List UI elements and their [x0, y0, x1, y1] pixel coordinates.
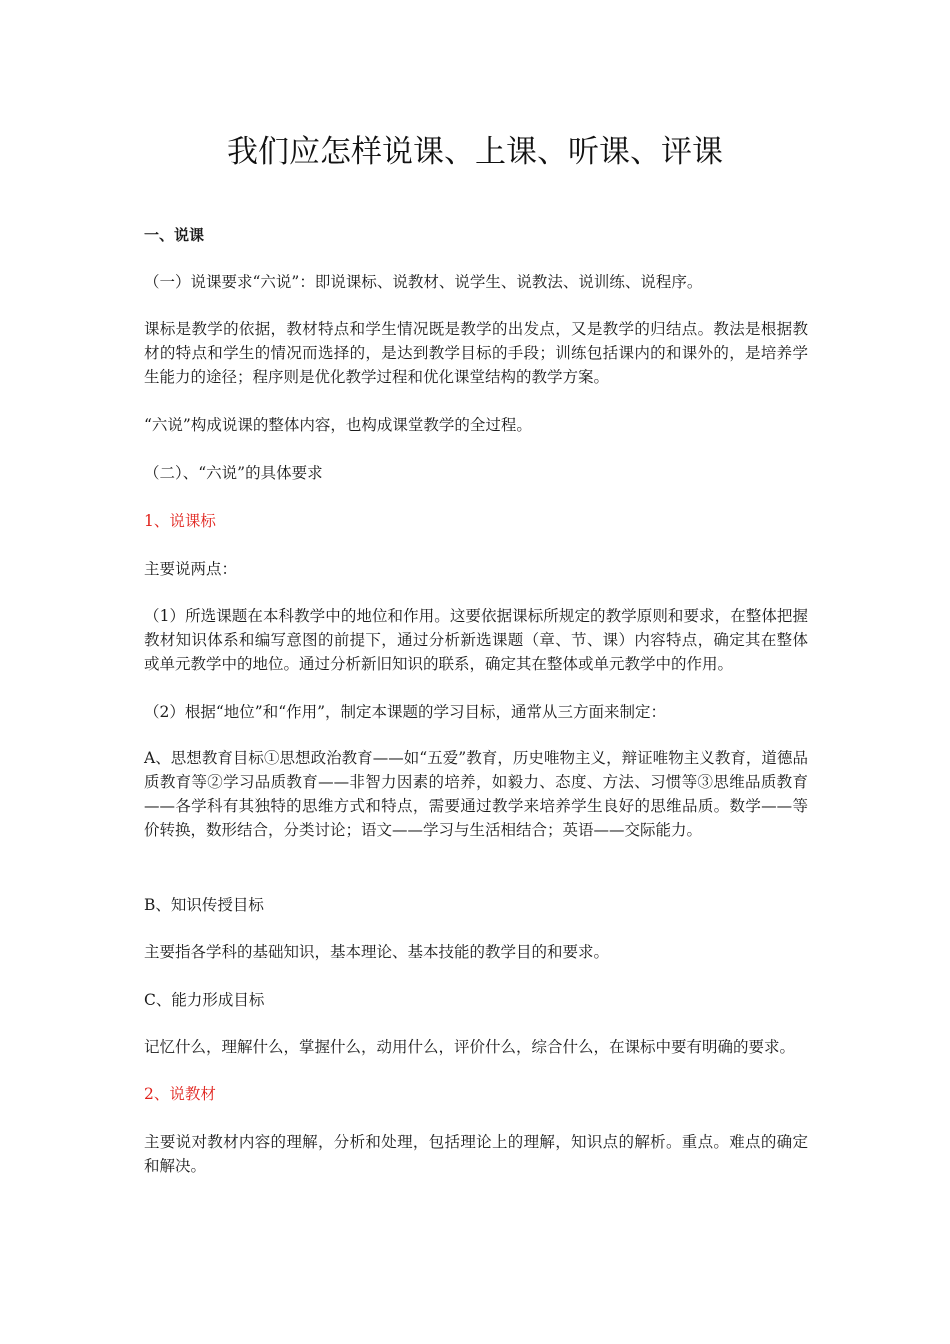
subheading: B、知识传授目标	[144, 896, 264, 914]
paragraph: A、思想教育目标①思想政治教育——如“五爱”教育，历史唯物主义，辩证唯物主义教育，道德品质教育等②学习品质教育——非智力因素的培养，如毅力、态度、方法、习惯等③思维品质教育——各学科有其独特的思维方式和特点，需要通过教学来培养学生良好的思维品质。数学——等价转换，数形结合，分类讨论；语文——学习与生活相结合；英语——交际能力。	[144, 749, 808, 839]
subheading: C、能力形成目标	[144, 991, 265, 1009]
paragraph: 课标是教学的依据，教材特点和学生情况既是教学的出发点，又是教学的归结点。教法是根据教材的特点和学生的情况而选择的，是达到教学目标的手段；训练包括课内的和课外的，是培养学生能力的途径；程序则是优化教学过程和优化课堂结构的教学方案。	[144, 320, 808, 386]
subsection-heading: （二）、“六说”的具体要求	[144, 464, 323, 482]
item-heading: 1、说课标	[144, 512, 216, 530]
subsection-heading: （一）说课要求“六说”：即说课标、说教材、说学生、说教法、说训练、说程序。	[144, 273, 703, 291]
paragraph: 主要指各学科的基础知识，基本理论、基本技能的教学目的和要求。	[144, 943, 610, 961]
paragraph: 记忆什么，理解什么，掌握什么，动用什么，评价什么，综合什么，在课标中要有明确的要求。	[144, 1038, 796, 1056]
section-heading: 一、说课	[144, 226, 205, 244]
item-heading: 2、说教材	[144, 1085, 216, 1103]
paragraph: 主要说两点：	[144, 560, 238, 578]
paragraph: “六说”构成说课的整体内容，也构成课堂教学的全过程。	[144, 416, 532, 434]
paragraph: （1）所选课题在本科教学中的地位和作用。这要依据课标所规定的教学原则和要求，在整体把握教材知识体系和编写意图的前提下，通过分析新选课题（章、节、课）内容特点，确定其在整体或单元教学中的地位。通过分析新旧知识的联系，确定其在整体或单元教学中的作用。	[144, 607, 808, 673]
paragraph: （2）根据“地位”和“作用”，制定本课题的学习目标，通常从三方面来制定：	[144, 703, 667, 721]
document-title: 我们应怎样说课、上课、听课、评课	[227, 134, 723, 170]
paragraph: 主要说对教材内容的理解，分析和处理，包括理论上的理解，知识点的解析。重点。难点的确定和解决。	[144, 1133, 808, 1175]
